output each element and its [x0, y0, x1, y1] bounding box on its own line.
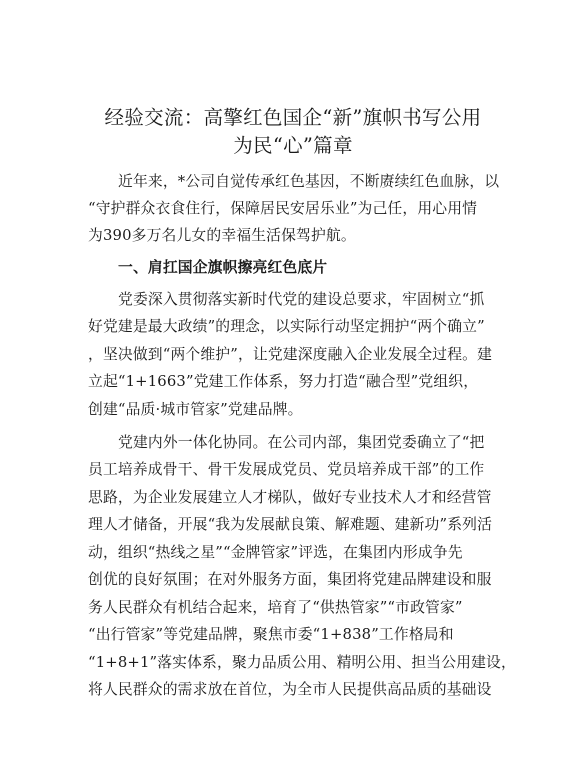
- paragraph-1-line-2: “守护群众衣食住行，保障居民安居乐业”为己任，用心用情: [88, 200, 478, 217]
- paragraph-3-line-8: “出行管家”等党建品牌，聚焦市委“1+838”工作格局和: [88, 626, 454, 643]
- document-title-line-2: 为民“心”篇章: [233, 134, 353, 157]
- paragraph-3-line-2: 员工培养成骨干、骨干发展成党员、党员培养成干部”的工作: [88, 461, 485, 478]
- section-heading-1: 一、肩扛国企旗帜擦亮红色底片: [118, 259, 328, 276]
- paragraph-2-line-5: 创建“品质·城市管家”党建品牌。: [88, 401, 303, 418]
- paragraph-2-line-3: ，坚决做到“两个维护”，让党建深度融入企业发展全过程。建: [88, 346, 493, 363]
- paragraph-2-line-2: 好党建是最大政绩”的理念，以实际行动坚定拥护“两个确立”: [88, 318, 485, 335]
- paragraph-3-line-4: 理人才储备，开展“我为发展献良策、解难题、建新功”系列活: [88, 516, 493, 533]
- paragraph-3-line-10: 将人民群众的需求放在首位，为全市人民提供高品质的基础设: [88, 681, 492, 698]
- paragraph-3-line-9: “1+8+1”落实体系，聚力品质公用、精明公用、担当公用建设，: [88, 654, 516, 671]
- paragraph-2-line-1: 党委深入贯彻落实新时代党的建设总要求，牢固树立“抓: [118, 291, 485, 308]
- paragraph-1-line-1: 近年来，*公司自觉传承红色基因，不断赓续红色血脉，以: [118, 173, 500, 190]
- paragraph-1-line-3: 为390多万名儿女的幸福生活保驾护航。: [88, 227, 356, 244]
- paragraph-3-line-7: 务人民群众有机结合起来，培育了“供热管家”“市政管家”: [88, 599, 463, 616]
- paragraph-3-line-3: 思路，为企业发展建立人才梯队，做好专业技术人才和经营管: [88, 489, 492, 506]
- paragraph-3-line-6: 创优的良好氛围；在对外服务方面，集团将党建品牌建设和服: [88, 571, 492, 588]
- document-title-line-1: 经验交流：高擎红色国企“新”旗帜书写公用: [104, 106, 482, 129]
- paragraph-2-line-4: 立起“1+1663”党建工作体系，努力打造“融合型”党组织，: [88, 373, 479, 390]
- paragraph-3-line-1: 党建内外一体化协同。在公司内部，集团党委确立了“把: [118, 434, 485, 451]
- paragraph-3-line-5: 动，组织“热线之星”“金牌管家”评选，在集团内形成争先: [88, 544, 463, 561]
